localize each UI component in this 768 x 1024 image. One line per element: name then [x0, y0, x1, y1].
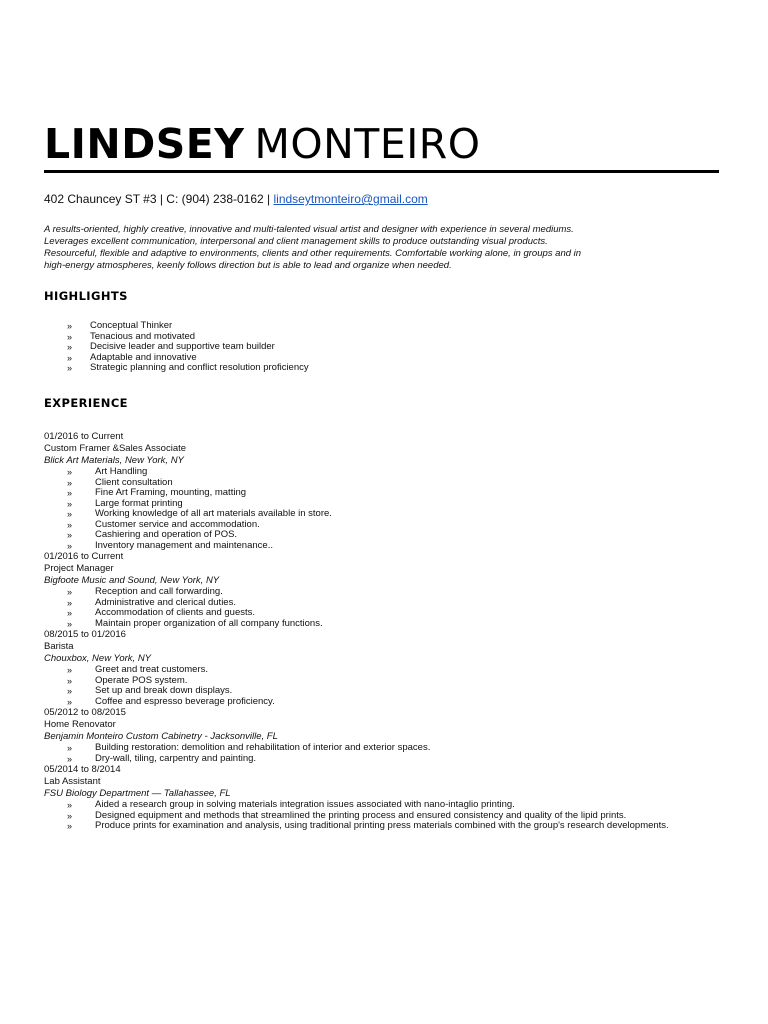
highlights-list: [67, 321, 707, 374]
bullet-icon: »: [67, 810, 73, 821]
highlight-text: Tenacious and motivated: [90, 330, 196, 342]
bullet-icon: »: [67, 488, 73, 498]
duty-text: Dry-wall, tiling, carpentry and painting.: [95, 752, 257, 764]
bullet-icon: »: [67, 498, 73, 509]
bullet-icon: »: [67, 509, 73, 519]
bullet-icon: »: [67, 342, 73, 352]
job-dates: 05/2014 to 8/2014: [44, 764, 121, 775]
highlights-heading: HIGHLIGHTS: [44, 289, 128, 303]
highlight-text: Adaptable and innovative: [90, 351, 197, 363]
duty-text: Set up and break down displays.: [95, 685, 233, 696]
candidate-name: [44, 120, 481, 168]
list-item: [67, 342, 707, 353]
list-item: [67, 754, 724, 765]
list-item: [67, 363, 707, 374]
duty-text: Building restoration: demolition and rehabilitation of interior and exterior spaces.: [95, 742, 431, 753]
job-duties: [44, 743, 724, 764]
list-item: [67, 530, 724, 541]
duty-text: Working knowledge of all art materials available in store.: [95, 508, 332, 519]
duty-text: Reception and call forwarding.: [95, 586, 223, 597]
email-link[interactable]: lindseytmonteiro@gmail.com: [273, 192, 428, 206]
highlight-text: Strategic planning and conflict resolution proficiency: [90, 362, 309, 373]
duty-text: Client consultation: [95, 476, 173, 488]
list-item: [67, 743, 724, 754]
first-name: LINDSEY: [44, 120, 245, 168]
job-title: Barista: [44, 641, 74, 652]
list-item: [67, 509, 724, 520]
bullet-icon: »: [67, 321, 73, 331]
bullet-icon: »: [67, 665, 73, 675]
contact-address-phone: 402 Chauncey ST #3 | C: (904) 238-0162 |: [44, 192, 271, 206]
highlight-text: Decisive leader and supportive team builder: [90, 341, 275, 352]
bullet-icon: »: [67, 352, 73, 363]
job-employer: Bigfoote Music and Sound, New York, NY: [44, 575, 220, 586]
list-item: [67, 587, 724, 598]
duty-text: Customer service and accommodation.: [95, 518, 260, 530]
bullet-icon: »: [67, 753, 73, 764]
duty-text: Aided a research group in solving materials integration issues associated with nano-intaglio printing.: [95, 799, 515, 810]
job-title: Project Manager: [44, 563, 114, 574]
bullet-icon: »: [67, 675, 73, 686]
duty-text: Designed equipment and methods that streamlined the printing process and ensured consistency and quality of the lipid prints.: [95, 809, 627, 821]
duty-text: Produce prints for examination and analysis, using traditional printing press materials combined with the group's research developments.: [95, 820, 669, 831]
duty-text: Administrative and clerical duties.: [95, 596, 236, 608]
summary-line: high-energy atmospheres, keenly follows direction but is able to lead and organize when needed.: [44, 260, 452, 271]
job-duties: [44, 467, 724, 551]
duty-text: Coffee and espresso beverage proficiency.: [95, 695, 275, 707]
list-item: [67, 800, 724, 811]
job-entry: [44, 629, 724, 707]
bullet-icon: »: [67, 331, 73, 342]
summary-line: A results-oriented, highly creative, innovative and multi-talented visual artist and designer with experience in several mediums.: [44, 224, 574, 235]
contact-line: [44, 191, 428, 207]
bullet-icon: »: [67, 467, 73, 477]
duty-text: Fine Art Framing, mounting, matting: [95, 487, 247, 498]
job-title: Home Renovator: [44, 719, 116, 730]
duty-text: Large format printing: [95, 497, 183, 509]
job-dates: 01/2016 to Current: [44, 551, 124, 562]
job-duties: [44, 587, 724, 629]
duty-text: Operate POS system.: [95, 674, 188, 686]
job-title: Lab Assistant: [44, 776, 101, 787]
job-entry: [44, 431, 724, 551]
job-entry: [44, 707, 724, 764]
highlight-text: Conceptual Thinker: [90, 320, 173, 331]
job-duties: [44, 665, 724, 707]
duty-text: Cashiering and operation of POS.: [95, 529, 238, 540]
bullet-icon: »: [67, 800, 73, 810]
bullet-icon: »: [67, 477, 73, 488]
job-employer: Chouxbox, New York, NY: [44, 653, 152, 664]
summary-paragraph: [44, 224, 724, 272]
list-item: [67, 467, 724, 478]
bullet-icon: »: [67, 608, 73, 618]
bullet-icon: »: [67, 587, 73, 597]
summary-line: Resourceful, flexible and adaptive to environments, clients and other requirements. Comfortable working alone, in groups and in: [44, 248, 582, 259]
bullet-icon: »: [67, 618, 73, 629]
bullet-icon: »: [67, 597, 73, 608]
duty-text: Accommodation of clients and guests.: [95, 607, 256, 618]
list-item: [67, 541, 724, 552]
duty-text: Art Handling: [95, 466, 148, 477]
experience-heading: EXPERIENCE: [44, 396, 128, 410]
list-item: [67, 619, 724, 630]
bullet-icon: »: [67, 540, 73, 551]
experience-section: [44, 431, 724, 832]
list-item: [67, 665, 724, 676]
list-item: [67, 697, 724, 708]
bullet-icon: »: [67, 686, 73, 696]
bullet-icon: »: [67, 519, 73, 530]
duty-text: Inventory management and maintenance..: [95, 539, 273, 551]
bullet-icon: »: [67, 530, 73, 540]
list-item: [67, 488, 724, 499]
job-dates: 01/2016 to Current: [44, 431, 124, 442]
duty-text: Maintain proper organization of all company functions.: [95, 617, 323, 629]
job-duties: [44, 800, 724, 832]
job-title: Custom Framer &Sales Associate: [44, 443, 187, 454]
bullet-icon: »: [67, 696, 73, 707]
job-entry: [44, 764, 724, 832]
job-dates: 08/2015 to 01/2016: [44, 629, 126, 640]
list-item: [67, 686, 724, 697]
header-divider: [44, 170, 719, 173]
job-dates: 05/2012 to 08/2015: [44, 707, 126, 718]
bullet-icon: »: [67, 363, 73, 373]
list-item: [67, 821, 724, 832]
bullet-icon: »: [67, 743, 73, 753]
bullet-icon: »: [67, 821, 73, 831]
job-employer: FSU Biology Department — Tallahassee, FL: [44, 788, 231, 799]
summary-line: Leverages excellent communication, interpersonal and client management skills to produce outstanding visual products.: [44, 236, 548, 247]
list-item: [67, 321, 707, 332]
job-employer: Blick Art Materials, New York, NY: [44, 455, 184, 466]
job-entry: [44, 551, 724, 629]
last-name: MONTEIRO: [254, 120, 481, 168]
job-employer: Benjamin Monteiro Custom Cabinetry - Jacksonville, FL: [44, 731, 278, 742]
duty-text: Greet and treat customers.: [95, 664, 208, 675]
list-item: [67, 608, 724, 619]
